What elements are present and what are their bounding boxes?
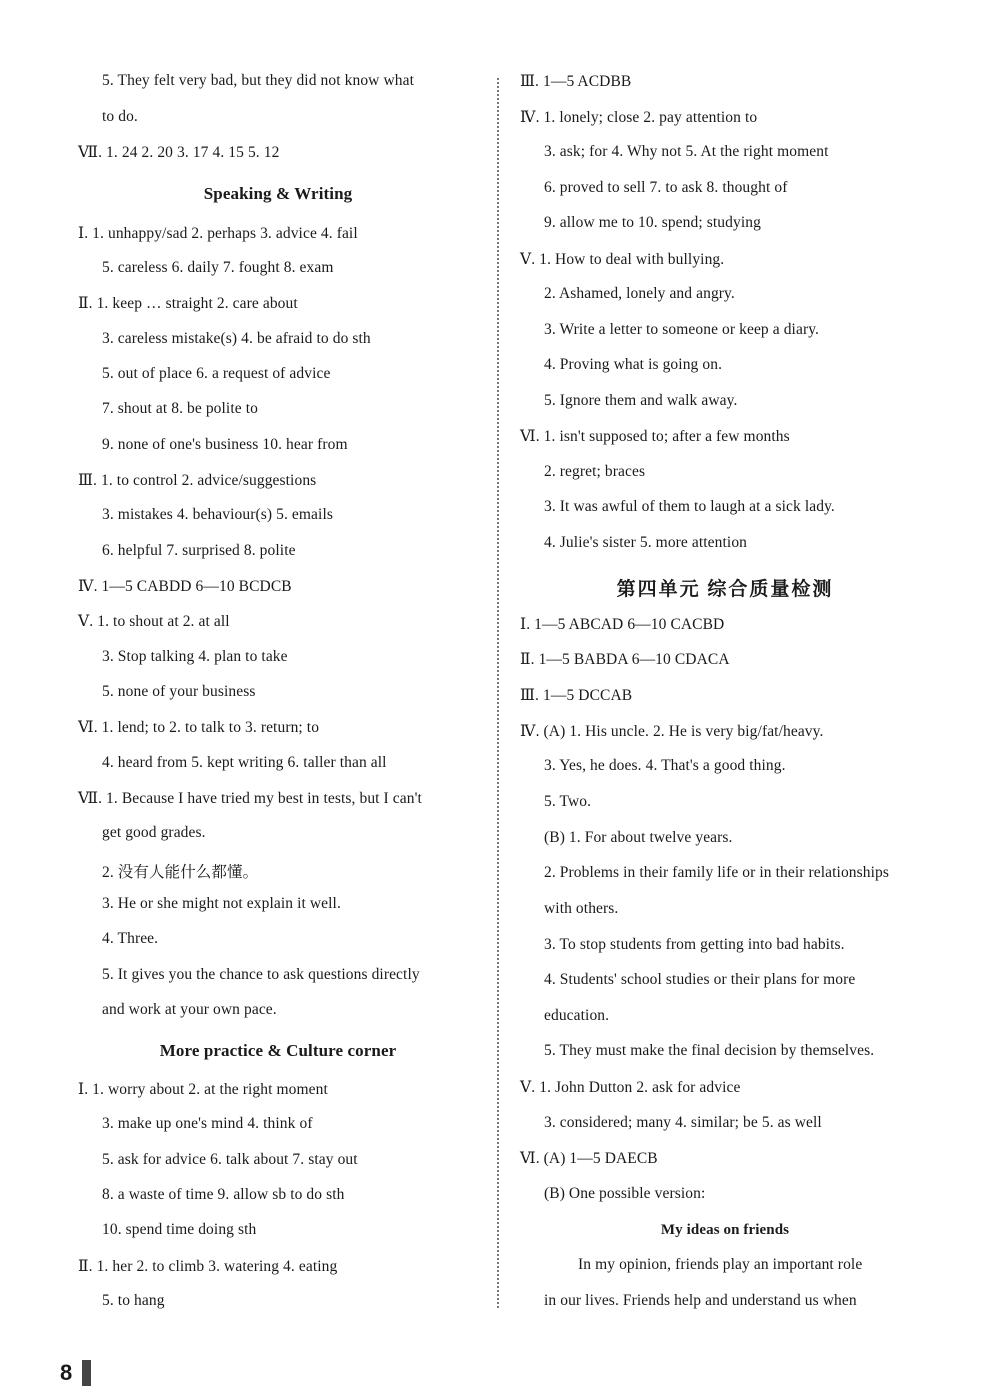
answer-line: to do. bbox=[102, 108, 138, 125]
answer-line: 4. Julie's sister 5. more attention bbox=[544, 534, 748, 551]
answer-line: (B) One possible version: bbox=[544, 1185, 706, 1202]
section-heading: 第四单元 综合质量检测 bbox=[616, 579, 834, 600]
answer-line: Ⅱ. 1. her 2. to climb 3. watering 4. eating bbox=[78, 1258, 338, 1275]
answer-line: 4. Three. bbox=[102, 930, 159, 947]
answer-line: 3. mistakes 4. behaviour(s) 5. emails bbox=[102, 506, 333, 523]
answer-line: Ⅶ. 1. 24 2. 20 3. 17 4. 15 5. 12 bbox=[78, 144, 280, 161]
answer-line: education. bbox=[544, 1007, 610, 1024]
answer-line: 6. proved to sell 7. to ask 8. thought of bbox=[544, 179, 788, 196]
answer-line: 5. ask for advice 6. talk about 7. stay out bbox=[102, 1151, 358, 1168]
answer-line: Ⅰ. 1. unhappy/sad 2. perhaps 3. advice 4. fail bbox=[78, 225, 358, 242]
column-divider bbox=[497, 78, 499, 1308]
answer-line: Ⅴ. 1. to shout at 2. at all bbox=[78, 613, 230, 630]
answer-line: with others. bbox=[544, 900, 619, 917]
answer-line: 3. To stop students from getting into bad habits. bbox=[544, 936, 845, 953]
answer-line: 2. regret; braces bbox=[544, 463, 646, 480]
answer-line: 3. Stop talking 4. plan to take bbox=[102, 648, 288, 665]
answer-line: Ⅴ. 1. John Dutton 2. ask for advice bbox=[520, 1079, 741, 1096]
answer-line: 4. Proving what is going on. bbox=[544, 356, 723, 373]
answer-line: 5. to hang bbox=[102, 1292, 165, 1309]
answer-line: 3. make up one's mind 4. think of bbox=[102, 1115, 313, 1132]
answer-line: Ⅳ. 1. lonely; close 2. pay attention to bbox=[520, 109, 758, 126]
answer-line: 5. out of place 6. a request of advice bbox=[102, 365, 331, 382]
answer-line: 5. They felt very bad, but they did not know what bbox=[102, 72, 414, 89]
answer-line: Ⅲ. 1—5 DCCAB bbox=[520, 687, 633, 704]
answer-line: 3. He or she might not explain it well. bbox=[102, 895, 341, 912]
section-heading: My ideas on friends bbox=[660, 1222, 790, 1238]
answer-line: (B) 1. For about twelve years. bbox=[544, 829, 733, 846]
answer-line: 9. none of one's business 10. hear from bbox=[102, 436, 348, 453]
answer-line: 5. It gives you the chance to ask questions directly bbox=[102, 966, 420, 983]
answer-line: 6. helpful 7. surprised 8. polite bbox=[102, 542, 296, 559]
answer-line: 2. 没有人能什么都懂。 bbox=[102, 864, 259, 881]
answer-line: 5. Two. bbox=[544, 793, 592, 810]
answer-line: Ⅵ. 1. isn't supposed to; after a few months bbox=[520, 428, 790, 445]
answer-line: 3. Yes, he does. 4. That's a good thing. bbox=[544, 757, 786, 774]
answer-line: 4. Students' school studies or their plans for more bbox=[544, 971, 856, 988]
answer-line: 2. Problems in their family life or in their relationships bbox=[544, 864, 890, 881]
answer-line: Ⅲ. 1. to control 2. advice/suggestions bbox=[78, 472, 317, 489]
answer-line: 3. It was awful of them to laugh at a sick lady. bbox=[544, 498, 835, 515]
answer-line: Ⅶ. 1. Because I have tried my best in tests, but I can't bbox=[78, 790, 422, 807]
answer-line: and work at your own pace. bbox=[102, 1001, 277, 1018]
answer-line: 3. Write a letter to someone or keep a diary. bbox=[544, 321, 820, 338]
answer-line: In my opinion, friends play an important role bbox=[578, 1256, 863, 1273]
answer-line: Ⅰ. 1—5 ABCAD 6—10 CACBD bbox=[520, 616, 725, 633]
answer-line: Ⅲ. 1—5 ACDBB bbox=[520, 73, 632, 90]
page-tab-marker bbox=[82, 1360, 91, 1386]
answer-line: Ⅱ. 1. keep … straight 2. care about bbox=[78, 295, 298, 312]
answer-line: 5. none of your business bbox=[102, 683, 256, 700]
answer-line: 3. careless mistake(s) 4. be afraid to do sth bbox=[102, 330, 371, 347]
answer-line: Ⅵ. 1. lend; to 2. to talk to 3. return; to bbox=[78, 719, 320, 736]
answer-line: Ⅳ. (A) 1. His uncle. 2. He is very big/fat/heavy. bbox=[520, 723, 824, 740]
answer-line: 5. Ignore them and walk away. bbox=[544, 392, 738, 409]
section-heading: More practice & Culture corner bbox=[159, 1041, 397, 1060]
answer-line: 2. Ashamed, lonely and angry. bbox=[544, 285, 735, 302]
answer-line: get good grades. bbox=[102, 824, 206, 841]
answer-line: 5. careless 6. daily 7. fought 8. exam bbox=[102, 259, 334, 276]
answer-line: 3. ask; for 4. Why not 5. At the right moment bbox=[544, 143, 829, 160]
answer-line: 9. allow me to 10. spend; studying bbox=[544, 214, 761, 231]
answer-line: in our lives. Friends help and understand us when bbox=[544, 1292, 857, 1309]
answer-line: 4. heard from 5. kept writing 6. taller than all bbox=[102, 754, 387, 771]
answer-line: Ⅳ. 1—5 CABDD 6—10 BCDCB bbox=[78, 578, 292, 595]
answer-line: 10. spend time doing sth bbox=[102, 1221, 257, 1238]
answer-line: 8. a waste of time 9. allow sb to do sth bbox=[102, 1186, 345, 1203]
answer-line: Ⅵ. (A) 1—5 DAECB bbox=[520, 1150, 658, 1167]
page-number: 8 bbox=[60, 1360, 73, 1385]
answer-line: Ⅰ. 1. worry about 2. at the right moment bbox=[78, 1081, 328, 1098]
answer-line: 5. They must make the final decision by themselves. bbox=[544, 1042, 875, 1059]
answer-line: Ⅴ. 1. How to deal with bullying. bbox=[520, 251, 725, 268]
answer-line: Ⅱ. 1—5 BABDA 6—10 CDACA bbox=[520, 651, 730, 668]
answer-line: 3. considered; many 4. similar; be 5. as well bbox=[544, 1114, 822, 1131]
section-heading: Speaking & Writing bbox=[203, 184, 353, 203]
answer-line: 7. shout at 8. be polite to bbox=[102, 400, 258, 417]
